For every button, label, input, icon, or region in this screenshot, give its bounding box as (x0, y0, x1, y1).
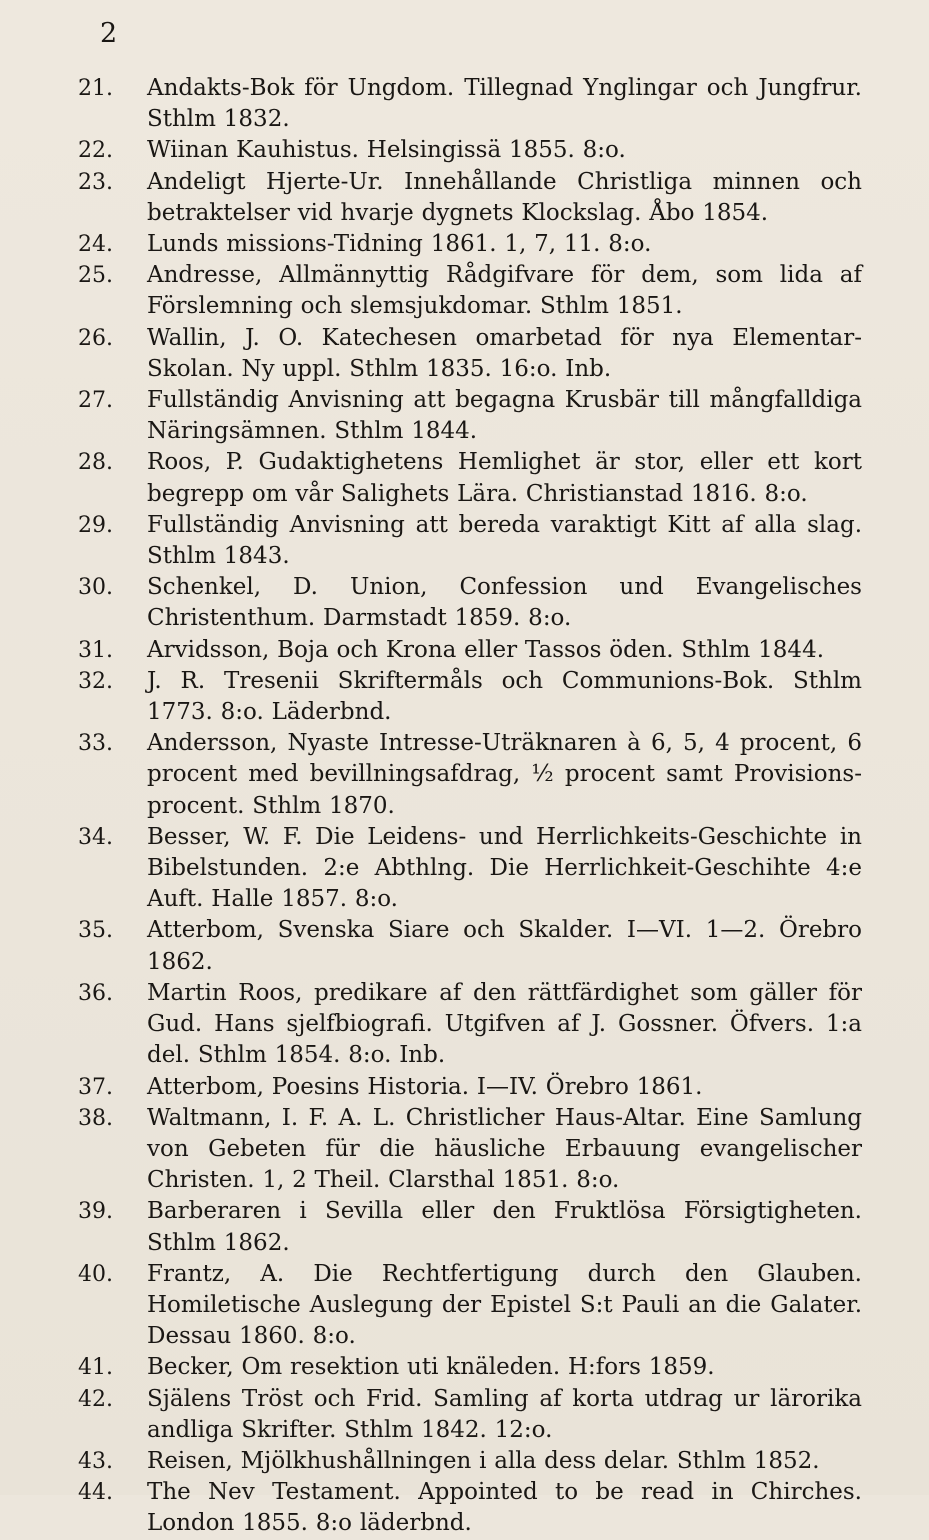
entry-number: 24. (78, 232, 113, 258)
catalog-entry (78, 1103, 862, 1197)
catalog-entry (78, 1446, 862, 1477)
catalog-entry (78, 635, 862, 666)
entry-text: Reisen, Mjölkhushållningen i alla dess delar. Sthlm 1852. (147, 1447, 820, 1474)
entry-text: The Nev Testament. Appointed to be read in Chirches. London 1855. 8:o läderbnd. (147, 1479, 862, 1537)
entry-number: 22. (78, 138, 113, 164)
page-number: 2 (100, 18, 118, 49)
entry-number: 32. (78, 668, 113, 694)
entry-number: 40. (78, 1261, 113, 1287)
catalog-entry (78, 167, 862, 229)
entry-number: 21. (78, 76, 113, 101)
entry-number: 29. (78, 512, 113, 538)
entry-number: 41. (78, 1355, 113, 1381)
catalog-entry (78, 1072, 862, 1103)
entry-text: Schenkel, D. Union, Confession und Evangelisches Christenthum. Darmstadt 1859. 8:o. (147, 574, 862, 632)
catalog-entry (78, 666, 862, 728)
catalog-entry (78, 260, 862, 322)
catalog-entry (78, 510, 862, 572)
entry-text: Barberaren i Sevilla eller den Fruktlösa Försigtigheten. Sthlm 1862. (147, 1198, 862, 1256)
entry-number: 30. (78, 575, 113, 601)
entry-text: Frantz, A. Die Rechtfertigung durch den Glauben. Homiletische Auslegung der Epistel S:t Pauli an die Galater. Dessau 1860. 8:o. (147, 1260, 862, 1350)
catalog-entry (78, 822, 862, 916)
entry-number: 39. (78, 1199, 113, 1225)
entry-text: Lunds missions-Tidning 1861. 1, 7, 11. 8:o. (147, 231, 652, 258)
entry-text: Martin Roos, predikare af den rättfärdighet som gäller för Gud. Hans sjelfbiografi. Utgifven af J. Gossner. Öfvers. 1:a del. Sthlm 1854. 8:o. Inb. (147, 979, 862, 1069)
catalog-entry (78, 385, 862, 447)
catalog-entry (78, 135, 862, 166)
entry-text: Roos, P. Gudaktighetens Hemlighet är stor, eller ett kort begrepp om vår Salighets Lära. Christianstad 1816. 8:o. (147, 449, 862, 507)
entry-text: Besser, W. F. Die Leidens- und Herrlichkeits-Geschichte in Bibelstunden. 2:e Abthlng. Die Herrlichkeit-Geschihte 4:e Auft. Halle 1857. 8:o. (147, 823, 862, 913)
catalog-entry (78, 1477, 862, 1539)
entry-number: 25. (78, 263, 113, 289)
entry-number: 38. (78, 1105, 113, 1131)
catalog-entry (78, 728, 862, 822)
entry-number: 23. (78, 169, 113, 195)
entry-list (78, 73, 862, 1540)
entry-number: 34. (78, 824, 113, 850)
entry-text: Andresse, Allmännyttig Rådgifvare för dem, som lida af Förslemning och slemsjukdomar. Sthlm 1851. (147, 262, 862, 320)
catalog-entry (78, 915, 862, 977)
entry-number: 36. (78, 980, 113, 1006)
entry-text: Fullständig Anvisning att bereda varaktigt Kitt af alla slag. Sthlm 1843. (147, 511, 862, 570)
entry-text: Atterbom, Poesins Historia. I—IV. Örebro 1861. (147, 1073, 703, 1100)
entry-text: Waltmann, I. F. A. L. Christlicher Haus-Altar. Eine Samlung von Gebeten für die häusliche Erbauung evangelischer Christen. 1, 2 Theil. Clarsthal 1851. 8:o. (147, 1104, 862, 1194)
entry-text: Andersson, Nyaste Intresse-Uträknaren à 6, 5, 4 procent, 6 procent med bevillningsafdrag, ½ procent samt Provisions-procent. Sthlm 1870. (147, 730, 862, 819)
catalog-entry (78, 1259, 862, 1353)
entry-text: Andakts-Bok för Ungdom. Tillegnad Ynglingar och Jungfrur. Sthlm 1832. (147, 75, 862, 133)
entry-number: 27. (78, 388, 113, 414)
entry-text: Wallin, J. O. Katechesen omarbetad för nya Elementar-Skolan. Ny uppl. Sthlm 1835. 16:o. Inb. (147, 324, 862, 382)
catalog-entry (78, 1352, 862, 1383)
catalog-entry (78, 323, 862, 385)
entry-text: Själens Tröst och Frid. Samling af korta utdrag ur lärorika andliga Skrifter. Sthlm 1842. 12:o. (147, 1385, 862, 1443)
catalog-entry (78, 229, 862, 260)
entry-number: 43. (78, 1448, 113, 1474)
catalog-entry (78, 1384, 862, 1446)
entry-text: J. R. Tresenii Skriftermåls och Communions-Bok. Sthlm 1773. 8:o. Läderbnd. (147, 667, 862, 726)
catalog-entry (78, 978, 862, 1072)
entry-text: Becker, Om resektion uti knäleden. H:fors 1859. (147, 1354, 715, 1381)
catalog-entry (78, 572, 862, 634)
entry-number: 31. (78, 637, 113, 663)
entry-number: 26. (78, 325, 113, 351)
entry-number: 35. (78, 918, 113, 944)
entry-text: Atterbom, Svenska Siare och Skalder. I—VI. 1—2. Örebro 1862. (147, 917, 862, 975)
catalog-entry (78, 1196, 862, 1258)
entry-number: 33. (78, 731, 113, 757)
entry-number: 37. (78, 1074, 113, 1100)
entry-text: Fullständig Anvisning att begagna Krusbär till mångfalldiga Näringsämnen. Sthlm 1844. (147, 387, 862, 445)
entry-number: 44. (78, 1480, 113, 1506)
entry-number: 28. (78, 450, 113, 476)
entry-number: 42. (78, 1386, 113, 1412)
entry-text: Andeligt Hjerte-Ur. Innehållande Christliga minnen och betraktelser vid hvarje dygnets Klockslag. Åbo 1854. (147, 168, 862, 226)
entry-text: Arvidsson, Boja och Krona eller Tassos öden. Sthlm 1844. (147, 636, 825, 663)
catalog-entry (78, 73, 862, 135)
entry-text: Wiinan Kauhistus. Helsingissä 1855. 8:o. (147, 137, 626, 164)
catalog-entry (78, 447, 862, 509)
